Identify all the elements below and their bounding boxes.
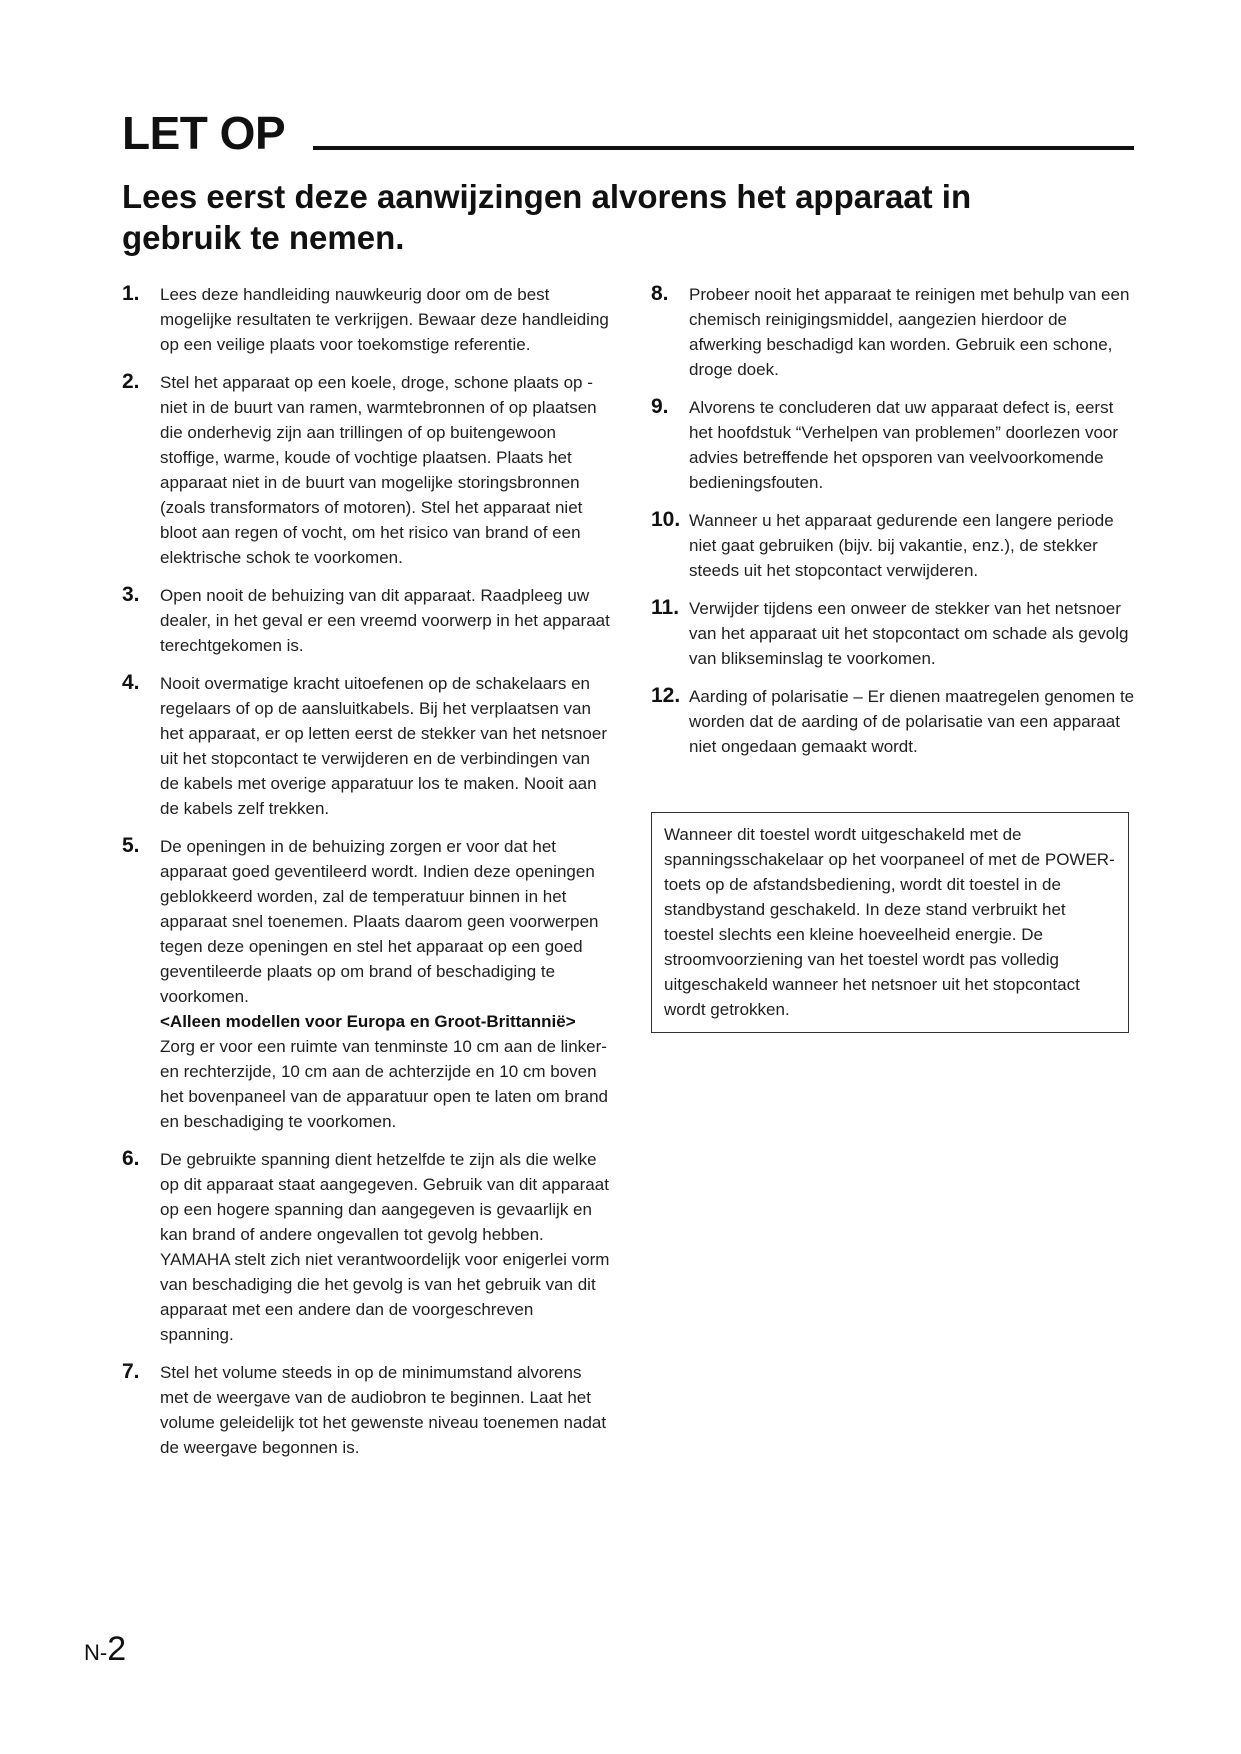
item-text: De openingen in de behuizing zorgen er voor dat het apparaat goed geventileerd wordt. Indien deze openingen geblokkeerd worden, zal de temperatuur binnen in het apparaat snel toenemen. Plaats daarom geen voorwerpen tegen deze openingen en stel het apparaat op een goed geventileerde plaats op om brand of beschadiging te voorkomen. [160, 837, 599, 1006]
item-number: 2. [122, 370, 140, 393]
page-number-value: 2 [107, 1630, 127, 1668]
standby-notice-box: Wanneer dit toestel wordt uitgeschakeld met de spanningsschakelaar op het voorpaneel of met de POWER-toets op de afstandsbediening, wordt dit toestel in de standbystand geschakeld. In deze stand verbruikt het toestel slechts een kleine hoeveelheid energie. De stroomvoorziening van het toestel wordt pas volledig uitgeschakeld wanneer het netsnoer uit het stopcontact wordt getrokken. [651, 812, 1129, 1033]
item-number: 11. [651, 596, 680, 619]
item-text: Verwijder tijdens een onweer de stekker van het netsnoer van het apparaat uit het stopcontact om schade als gevolg van blikseminslag te voorkomen. [689, 599, 1129, 668]
left-column [122, 282, 610, 1473]
item-text: Stel het apparaat op een koele, droge, schone plaats op - niet in de buurt van ramen, warmtebronnen of op plaatsen die onderhevig zijn aan trillingen of op buitengewoon stoffige, warme, koude of vochtige plaatsen. Plaats het apparaat niet in de buurt van mogelijke storingsbronnen (zoals transformators of motoren). Stel het apparaat niet bloot aan regen of vocht, om het risico van brand of een elektrische schok te voorkomen. [160, 373, 597, 567]
list-item [651, 684, 1141, 759]
item-text: Lees deze handleiding nauwkeurig door om de best mogelijke resultaten te verkrijgen. Bewaar deze handleiding op een veilige plaats voor toekomstige referentie. [160, 285, 609, 354]
list-item [122, 1147, 610, 1347]
list-item [122, 671, 610, 821]
list-item [651, 395, 1141, 495]
page-subtitle: Lees eerst deze aanwijzingen alvorens het apparaat in gebruik te nemen. [122, 178, 972, 256]
page-title: LET OP [122, 107, 286, 159]
item-number: 9. [651, 395, 669, 418]
item-number: 8. [651, 282, 669, 305]
title-row [122, 98, 1134, 159]
list-item [122, 583, 610, 658]
right-column [651, 282, 1141, 772]
item-text: Nooit overmatige kracht uitoefenen op de schakelaars en regelaars of op de aansluitkabels. Bij het verplaatsen van het apparaat, er op letten eerst de stekker van het netsnoer uit het stopcontact te verwijderen en de verbindingen van de kabels met overige apparatuur los te maken. Nooit aan de kabels zelf trekken. [160, 674, 608, 818]
title-rule [313, 146, 1134, 150]
item-number: 6. [122, 1147, 140, 1170]
item-text: Probeer nooit het apparaat te reinigen met behulp van een chemisch reinigingsmiddel, aangezien hierdoor de afwerking beschadigd kan worden. Gebruik een schone, droge doek. [689, 285, 1130, 379]
list-item [122, 834, 610, 1134]
item-number: 7. [122, 1360, 140, 1383]
item-number: 10. [651, 508, 681, 531]
page-number [84, 1632, 126, 1666]
item-subheading: <Alleen modellen voor Europa en Groot-Brittannië> [160, 1012, 576, 1031]
item-text: Open nooit de behuizing van dit apparaat. Raadpleeg uw dealer, in het geval er een vreemd voorwerp in het apparaat terechtgekomen is. [160, 586, 610, 655]
item-text-continued: Zorg er voor een ruimte van tenminste 10 cm aan de linker- en rechterzijde, 10 cm aan de achterzijde en 10 cm boven het bovenpaneel van de apparatuur open te laten om brand en beschadiging te voorkomen. [160, 1037, 609, 1131]
item-text: De gebruikte spanning dient hetzelfde te zijn als die welke op dit apparaat staat aangegeven. Gebruik van dit apparaat op een hogere spanning dan aangegeven is gevaarlijk en kan brand of andere ongevallen tot gevolg hebben. YAMAHA stelt zich niet verantwoordelijk voor enigerlei vorm van beschadiging die het gevolg is van het gebruik van dit apparaat met een andere dan de voorgeschreven spanning. [160, 1150, 610, 1344]
item-text: Alvorens te concluderen dat uw apparaat defect is, eerst het hoofdstuk “Verhelpen van problemen” doorlezen voor advies betreffende het opsporen van veelvoorkomende bedieningsfouten. [689, 398, 1119, 492]
list-item [651, 282, 1141, 382]
list-item [122, 370, 610, 570]
item-number: 12. [651, 684, 681, 707]
item-number: 4. [122, 671, 140, 694]
list-item [122, 282, 610, 357]
item-number: 5. [122, 834, 140, 857]
list-item [651, 508, 1141, 583]
item-text: Wanneer u het apparaat gedurende een langere periode niet gaat gebruiken (bijv. bij vakantie, enz.), de stekker steeds uit het stopcontact verwijderen. [689, 511, 1114, 580]
page-number-prefix: N- [84, 1640, 108, 1665]
item-text: Stel het volume steeds in op de minimumstand alvorens met de weergave van de audiobron te beginnen. Laat het volume geleidelijk tot het gewenste niveau toenemen nadat de weergave begonnen is. [160, 1363, 607, 1457]
item-number: 1. [122, 282, 140, 305]
item-number: 3. [122, 583, 140, 606]
item-text: Aarding of polarisatie – Er dienen maatregelen genomen te worden dat de aarding of de polarisatie van een apparaat niet ongedaan gemaakt wordt. [689, 687, 1135, 756]
list-item [651, 596, 1141, 671]
list-item [122, 1360, 610, 1460]
